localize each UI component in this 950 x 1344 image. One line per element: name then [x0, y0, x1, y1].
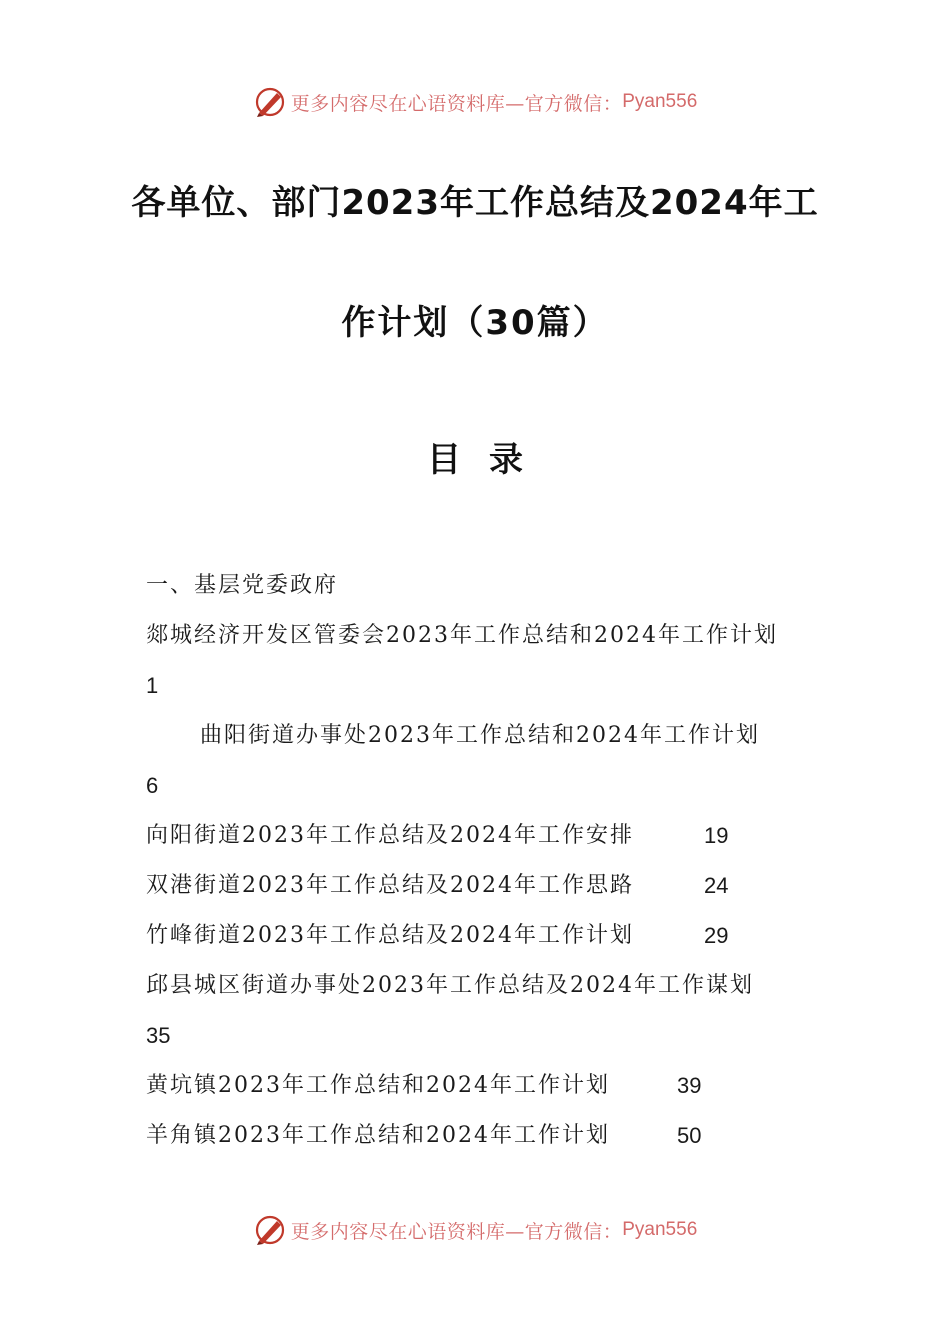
toc-entry-title: 竹峰街道2023年工作总结及2024年工作计划	[146, 923, 634, 948]
toc-heading: 目录	[427, 440, 551, 480]
toc-entry-page-number: 19	[704, 823, 729, 848]
toc-entry-title: 黄坑镇2023年工作总结和2024年工作计划	[146, 1073, 610, 1098]
toc-entry-page-number: 39	[677, 1073, 702, 1098]
banner-wechat-id: Pyan556	[622, 91, 698, 112]
banner-wechat-id: Pyan556	[622, 1219, 698, 1240]
toc-entry[interactable]	[146, 916, 810, 956]
toc-entry-title: 向阳街道2023年工作总结及2024年工作安排	[146, 823, 634, 848]
toc-entry[interactable]	[146, 1066, 810, 1106]
banner-text: 更多内容尽在心语资料库—官方微信：	[290, 1220, 623, 1243]
toc-entry-page-number: 1	[146, 673, 159, 698]
footer-banner	[0, 1210, 950, 1250]
toc-entry-page-number: 29	[704, 923, 729, 948]
toc-section-heading: 一、基层党委政府	[146, 573, 339, 598]
pen-logo-icon	[253, 1213, 287, 1247]
pen-logo-icon	[253, 85, 287, 119]
toc-entry-title[interactable]: 曲阳街道办事处2023年工作总结和2024年工作计划	[200, 723, 760, 748]
toc-entry-title[interactable]: 郯城经济开发区管委会2023年工作总结和2024年工作计划	[146, 623, 778, 648]
toc-entry[interactable]	[146, 866, 810, 906]
toc-entry-page-number: 35	[146, 1023, 171, 1048]
toc-entry[interactable]	[146, 816, 810, 856]
toc-entry-title[interactable]: 邱县城区街道办事处2023年工作总结及2024年工作谋划	[146, 973, 754, 998]
document-title-line-2: 作计划（30篇）	[341, 303, 609, 343]
toc-entry-page-number: 6	[146, 773, 159, 798]
banner-text: 更多内容尽在心语资料库—官方微信：	[290, 92, 623, 115]
toc-entry-page-number: 50	[677, 1123, 702, 1148]
toc-entry-title: 双港街道2023年工作总结及2024年工作思路	[146, 873, 634, 898]
toc-entry-page-number: 24	[704, 873, 729, 898]
toc-entry-title: 羊角镇2023年工作总结和2024年工作计划	[146, 1123, 610, 1148]
document-title-line-1: 各单位、部门2023年工作总结及2024年工	[131, 183, 819, 223]
header-banner	[0, 82, 950, 122]
toc-entry[interactable]	[146, 1116, 810, 1156]
